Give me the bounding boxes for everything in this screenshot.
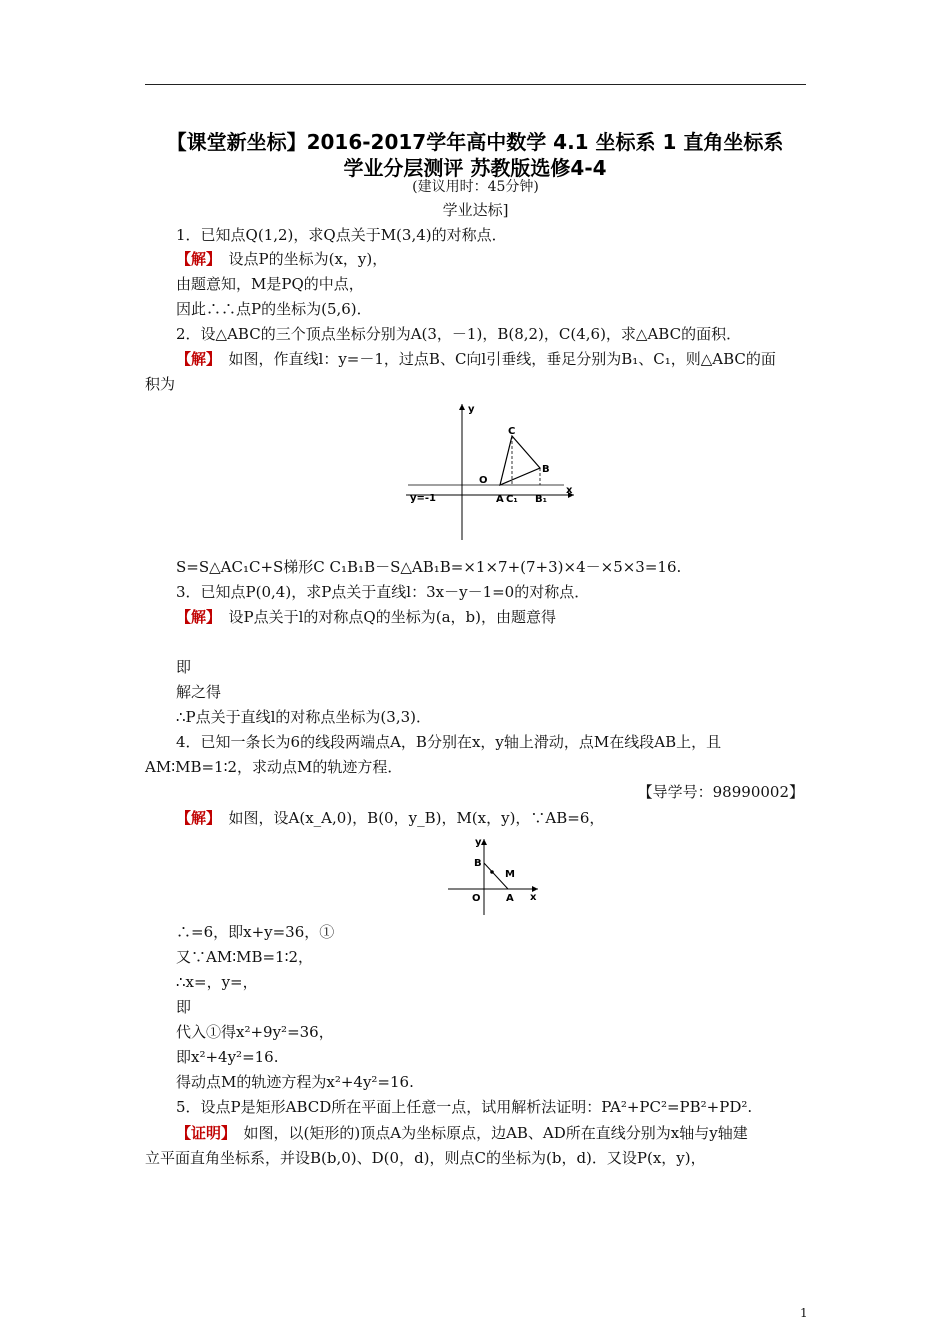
fig1-x-label: x [566, 485, 573, 496]
solution-3-line4: ∴P点关于直线l的对称点坐标为(3,3)． [176, 708, 431, 726]
problem-5: 5．设点P是矩形ABCD所在平面上任意一点，试用解析法证明：PA²+PC²=PB²+PD². [176, 1098, 753, 1116]
problem-2: 2．设△ABC的三个顶点坐标分别为A(3，－1)，B(8,2)，C(4,6)，求△ABC的面积． [176, 325, 742, 343]
fig1-label-B1: B₁ [535, 494, 548, 505]
figure-segment [446, 833, 542, 917]
fig2-x-label: x [530, 892, 537, 903]
solution-4-line8: 得动点M的轨迹方程为x²+4y²=16. [176, 1073, 414, 1091]
problem-4-line2: AM∶MB=1∶2，求动点M的轨迹方程． [145, 758, 403, 776]
fig1-label-C: C [508, 426, 516, 437]
problem-1: 1．已知点Q(1,2)，求Q点关于M(3,4)的对称点． [176, 226, 507, 244]
solution-4-line7: 即x²+4y²=16. [176, 1048, 279, 1066]
header-rule [145, 84, 806, 85]
proof-5-line2: 立平面直角坐标系，并设B(b,0)、D(0，d)，则点C的坐标为(b，d)．又设P(x，y)， [145, 1149, 706, 1167]
fig1-label-C1: C₁ [506, 494, 518, 505]
solution-label: 【解】 [176, 250, 214, 268]
solution-4-line5: 即 [176, 998, 192, 1016]
solution-2-line1b: 积为 [145, 375, 176, 393]
solution-3-line1: 【解】 设P点关于l的对称点Q的坐标为(a，b)，由题意得 [176, 608, 556, 626]
guide-number: 【导学号：98990002】 [637, 783, 804, 801]
solution-label: 【解】 [176, 350, 214, 368]
time-note: (建议用时：45分钟) [412, 179, 539, 195]
solution-4-line6: 代入①得x²+9y²=36， [176, 1023, 334, 1041]
solution-2-line2: S=S△AC₁C+S梯形C C₁B₁B－S△AB₁B=×1×7+(7+3)×4－×5×3=16. [176, 558, 682, 576]
solution-2-line1: 【解】 如图，作直线l：y=－1，过点B、C向l引垂线，垂足分别为B₁、C₁，则△ABC的面 [176, 350, 776, 368]
fig1-label-B: B [542, 464, 550, 475]
figure-triangle [404, 400, 580, 542]
solution-4-line2: ∴=6，即x+y=36，① [176, 923, 335, 941]
solution-1-line1: 【解】 设点P的坐标为(x，y)， [176, 250, 388, 268]
problem-3: 3．已知点P(0,4)，求P点关于直线l：3x－y－1=0的对称点． [176, 583, 590, 601]
fig2-label-B: B [474, 858, 482, 869]
solution-1-line3: 因此∴∴点P的坐标为(5,6)． [176, 300, 372, 318]
fig1-line-label: y=-1 [410, 493, 437, 504]
fig2-label-M: M [505, 869, 515, 880]
solution-4-line3: 又∵AM∶MB=1∶2， [176, 948, 314, 966]
section-heading: 学业达标] [442, 201, 509, 219]
solution-label: 【解】 [176, 809, 214, 827]
solution-1-line2: 由题意知，M是PQ的中点， [176, 275, 364, 293]
solution-label: 【解】 [176, 608, 214, 626]
proof-label: 【证明】 [176, 1124, 229, 1142]
solution-4-line4: ∴x=，y=， [176, 973, 258, 991]
fig1-y-label: y [468, 404, 475, 415]
solution-3-line2: 即 [176, 658, 192, 676]
solution-3-line3: 解之得 [176, 683, 222, 701]
fig2-y-label: y [475, 837, 482, 848]
solution-4-line1: 【解】 如图，设A(x_A,0)，B(0，y_B)，M(x，y)，∵AB=6， [176, 809, 605, 827]
fig1-label-A: A [496, 494, 504, 505]
fig1-origin: O [479, 475, 488, 486]
fig2-origin: O [472, 893, 481, 904]
problem-4-line1: 4．已知一条长为6的线段两端点A，B分别在x，y轴上滑动，点M在线段AB上，且 [176, 733, 722, 751]
doc-title-line2: 学业分层测评 苏教版选修4-4 [343, 156, 607, 180]
fig2-label-A: A [506, 893, 514, 904]
doc-title-line1: 【课堂新坐标】2016-2017学年高中数学 4.1 坐标系 1 直角坐标系 [166, 130, 784, 154]
proof-5-line1: 【证明】 如图，以(矩形的)顶点A为坐标原点，边AB、AD所在直线分别为x轴与y轴建 [176, 1124, 748, 1142]
page-number: 1 [800, 1306, 808, 1320]
